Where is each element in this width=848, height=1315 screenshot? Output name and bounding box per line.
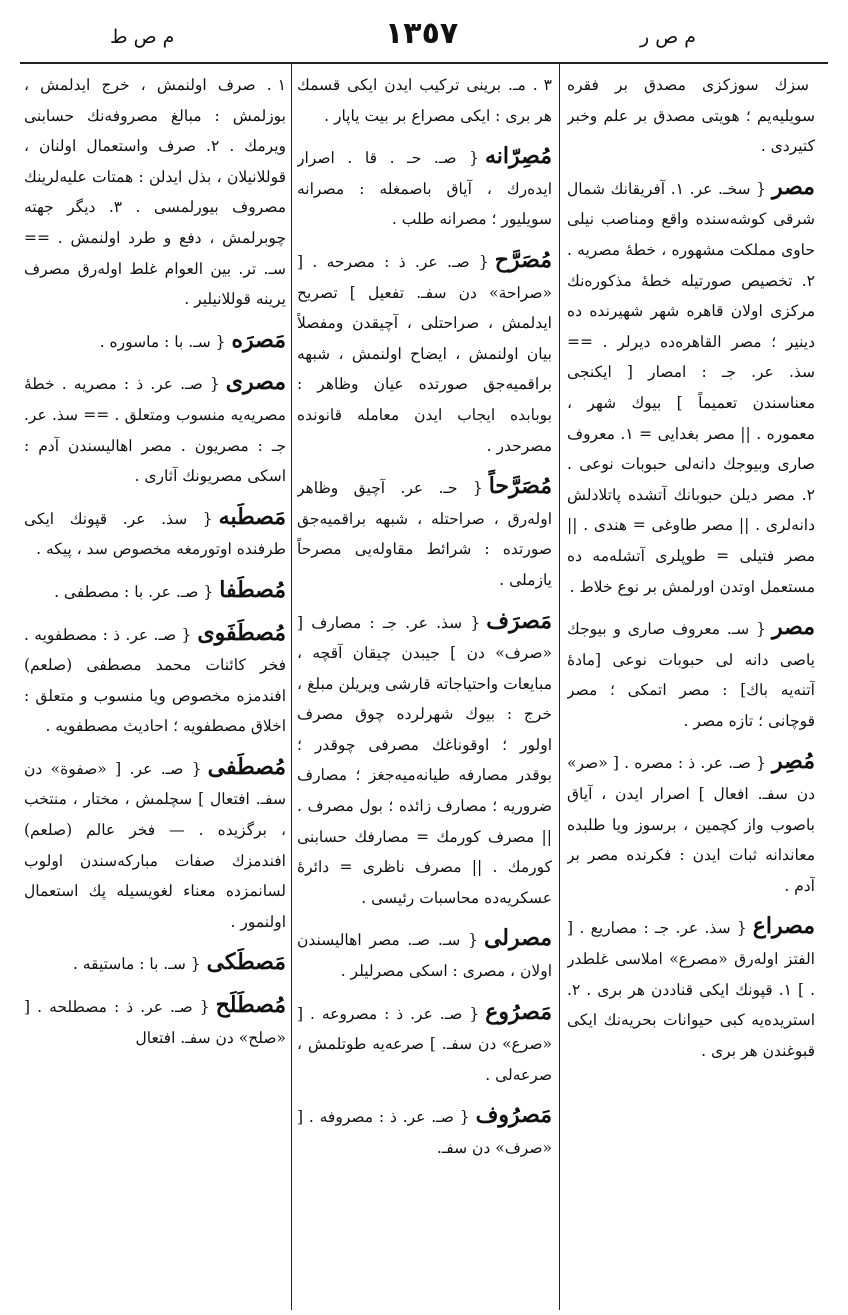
definition: ١. صرف اولنمش ، خرج ايدلمش ، بوزلمش : مبالغ مصروفه‌نك حسابنى ويرمك . ٢. صرف واستعمال اولنان ، قوللانيلان ، بذل ايدلن : همتات عليه‌لرينك مصروف بيورلمسى . ٣. ديگر جهته چوبرلمش ، دفع و طرد اولنمش . == سـ. تر. بين العوام غلط اوله‌رق مصرف يرينه قوللانيلير .	[24, 76, 286, 309]
headword: مصر	[771, 173, 815, 200]
dictionary-entry	[297, 471, 552, 595]
definition: { سـ. معروف صارى و بيوجك ياصى دانه لى حبوبات نوعى [مادهٔ آتنه‌يه باك] : مصر اتمكى ؛ مصر قوچانى ؛ تازه مصر .	[567, 620, 815, 730]
definition: { سـ. صـ. مصر اهاليسندن اولان ، مصرى : اسكى مصرليلر .	[297, 931, 552, 981]
definition: { سذ. عر. قپونك ايكى طرفنده اوتورمغه مخصوص سد ، پيكه .	[24, 509, 286, 559]
header-guide-right: م ص ر	[640, 26, 696, 48]
definition: { صـ. عر. ذ : مصروفه . [ «صرف» دن سفـ.	[297, 1108, 552, 1157]
definition: { سـ. با : ماسوره .	[99, 332, 226, 351]
column-left	[24, 68, 286, 1308]
headword: مصرلى	[483, 925, 552, 952]
headword: مُصِر	[771, 748, 815, 775]
dictionary-entry	[567, 746, 815, 901]
definition: { صـ. عر. ذ : مصره . [ «صر» دن سفـ. افعال ] اصرار ايدن ، آياق باصوب واز كچمين ، برسوز ويا طلبده معاندانه ثبات ايدن : فكرنده مصر بر آدم .	[567, 754, 815, 895]
dictionary-entry	[297, 68, 552, 131]
dictionary-entry	[24, 752, 286, 938]
dictionary-entry	[567, 68, 815, 162]
definition: { صـ. عر. ذ : مصروعه . [ «صرع» دن سفـ. ] صرعه‌يه طوتلمش ، صرعه‌لى .	[297, 1004, 552, 1084]
definition: { صـ. عر. ذ : مصرحه . [ «صراحة» دن سفـ. تفعيل ] تصريح ايدلمش ، صراحتلى ، آچيقدن ومفصلاً بيان اولنمش ، ايضاح اولنمش ، شبهه براقميه‌جق صورتده عيان وظاهر : بوبابده ايجاب ايدن معامله قانونده مصرحدر .	[297, 252, 552, 455]
dictionary-entry	[297, 923, 552, 986]
dictionary-entry	[567, 612, 815, 736]
definition: سزك سوزكزى مصدق بر فقره سويليه‌يم ؛ هويتى مصدق بر علم وخبر كتيردى .	[567, 76, 815, 156]
dictionary-entry	[567, 911, 815, 1066]
dictionary-entry	[24, 947, 286, 980]
definition: { صـ. عر. با : مصطفى .	[54, 582, 214, 601]
headword: مَصرُوف	[475, 1102, 552, 1129]
column-divider	[559, 64, 560, 1310]
dictionary-entry	[297, 997, 552, 1091]
definition: { صـ. عر. ذ : مصطلحه . [ «صلح» دن سفـ. افتعال	[24, 998, 286, 1047]
column-middle	[297, 68, 552, 1308]
dictionary-entry	[24, 68, 286, 315]
page-number: ١٣٥٧	[385, 16, 459, 51]
dictionary-entry	[297, 141, 552, 235]
definition: { سذ. عر. جـ : مصاريع . [ الفتز اوله‌رق «مصرع» املاسى غلطدر . ] ١. قپونك ايكى قناددن هر برى . ٢. استريده‌يه كبى حيوانات بحريه‌نك ايكى قبوغندن هر برى .	[567, 919, 815, 1060]
headword: مُصطَلَح	[215, 992, 286, 1019]
headword: مصراع	[752, 913, 815, 940]
headword: مُصطَفَوى	[197, 619, 286, 646]
dictionary-entry	[24, 618, 286, 742]
dictionary-entry	[297, 245, 552, 461]
dictionary-entry	[567, 172, 815, 602]
definition: { سذ. عر. جـ : مصارف [ «صرف» دن ] جيبدن چيقان آقچه ، مبايعات واحتياجاته قارشى ويريلن مبلغ ، خرج : بيوك شهرلرده چوق مصرف اولور ؛ اوقوناغك مصرفى چوقدر ؛ بوقدر مصارفه طيانه‌ميه‌جغز ؛ مصارف ضروريه ؛ مصارف زائده ؛ بول مصرف . || مصرف كورمك = مصارفك حسابنى كورمك . || مصرف ناظرى = دائرهٔ عسكريه‌ده محاسبات رئيسى .	[297, 613, 552, 907]
dictionary-entry	[24, 367, 286, 491]
column-right	[567, 68, 815, 1308]
dictionary-entry	[24, 502, 286, 565]
definition: { صـ. عر. ذ : مصريه . خطهٔ مصريه‌يه منسوب ومتعلق . == سذ. عر. جـ : مصريون . مصر اهاليسندن آدم : اسكى مصريونك آثارى .	[24, 375, 286, 486]
headword: مُصَرَّح	[494, 246, 552, 273]
page-header	[0, 0, 848, 62]
definition: { صـ. عر. ذ : مصطفويه . فخر كائنات محمد مصطفى (صلعم) افندمزه مخصوص ويا منسوب و متعلق : اخلاق مصطفويه ؛ احاديث مصطفويه .	[24, 625, 286, 736]
definition: { سـ. با : ماستيقه .	[72, 955, 201, 974]
dictionary-entry	[24, 325, 286, 358]
headword: مصرى	[225, 369, 286, 396]
definition: { صـ. عر. [ «صفوة» دن سفـ. افتعال ] سچلمش ، مختار ، منتخب ، برگزيده . — فخر عالم (صلعم) افندمزك صفات مباركه‌سندن اولوب لسانمزده معناء لغويسيله پك استعمال اولنمور .	[24, 759, 286, 931]
definition: { سخـ. عر. ١. آفريقانك شمال شرقى كوشه‌سنده واقع ومناصب نيلى حاوى مملكت مشهوره ، خطهٔ مصريه . ٢. تخصيص صورتيله خطهٔ مذكوره‌نك مركزى اولان قاهره شهر شهيرنده ده دينير ؛ مصر القاهره‌ده ديرلر . == سذ. عر. جـ : امصار [ ايكنجى معناسندن تعميماً ] بيوك شهر ، معموره . || مصر بغدايى = ١. معروف صارى وبيوجك دانه‌لى حبوبات نوعى . ٢. مصر ديلن حبوبانك آتشده پاتلادلش دانه‌لرى . || مصر طاوغى = هندى . || مصر فتيلى = طوپلرى آتشله‌مه ده مستعمل اوتدن اورلمش بر نوع خلاط .	[567, 179, 815, 596]
definition: { صـ. حـ . قا . اصرار ايده‌رك ، آياق باصمغله : مصرانه سويليور ؛ مصرانه طلب .	[297, 149, 552, 229]
headword: مُصِرّانه	[484, 143, 552, 170]
dictionary-entry	[297, 606, 552, 914]
definition: { حـ. عر. آچيق وظاهر اوله‌رق ، صراحتله ، شبهه براقميه‌جق صورتده : شرائط مقاوله‌يى مصرحاً يازملى .	[297, 479, 552, 589]
column-divider	[291, 64, 292, 1310]
headword: مَصطَبه	[218, 503, 286, 530]
headword: مَصرَف	[486, 607, 552, 634]
dictionary-entry	[24, 575, 286, 608]
headword: مُصطَفا	[219, 576, 286, 603]
headword: مُصطَفى	[207, 753, 286, 780]
headword: مَصرُوع	[485, 998, 552, 1025]
headword: مَصرَه	[231, 326, 286, 353]
header-rule	[20, 62, 828, 64]
headword: مصر	[771, 614, 815, 641]
header-guide-left: م ص ط	[110, 26, 175, 48]
headword: مُصَرَّحاً	[488, 473, 552, 500]
dictionary-entry	[24, 990, 286, 1053]
headword: مَصطَكى	[206, 949, 286, 976]
definition: ٣. مـ. برينى تركيب ايدن ايكى قسمك هر برى : ايكى مصراع بر بيت ياپار .	[297, 76, 552, 125]
dictionary-entry	[297, 1100, 552, 1163]
